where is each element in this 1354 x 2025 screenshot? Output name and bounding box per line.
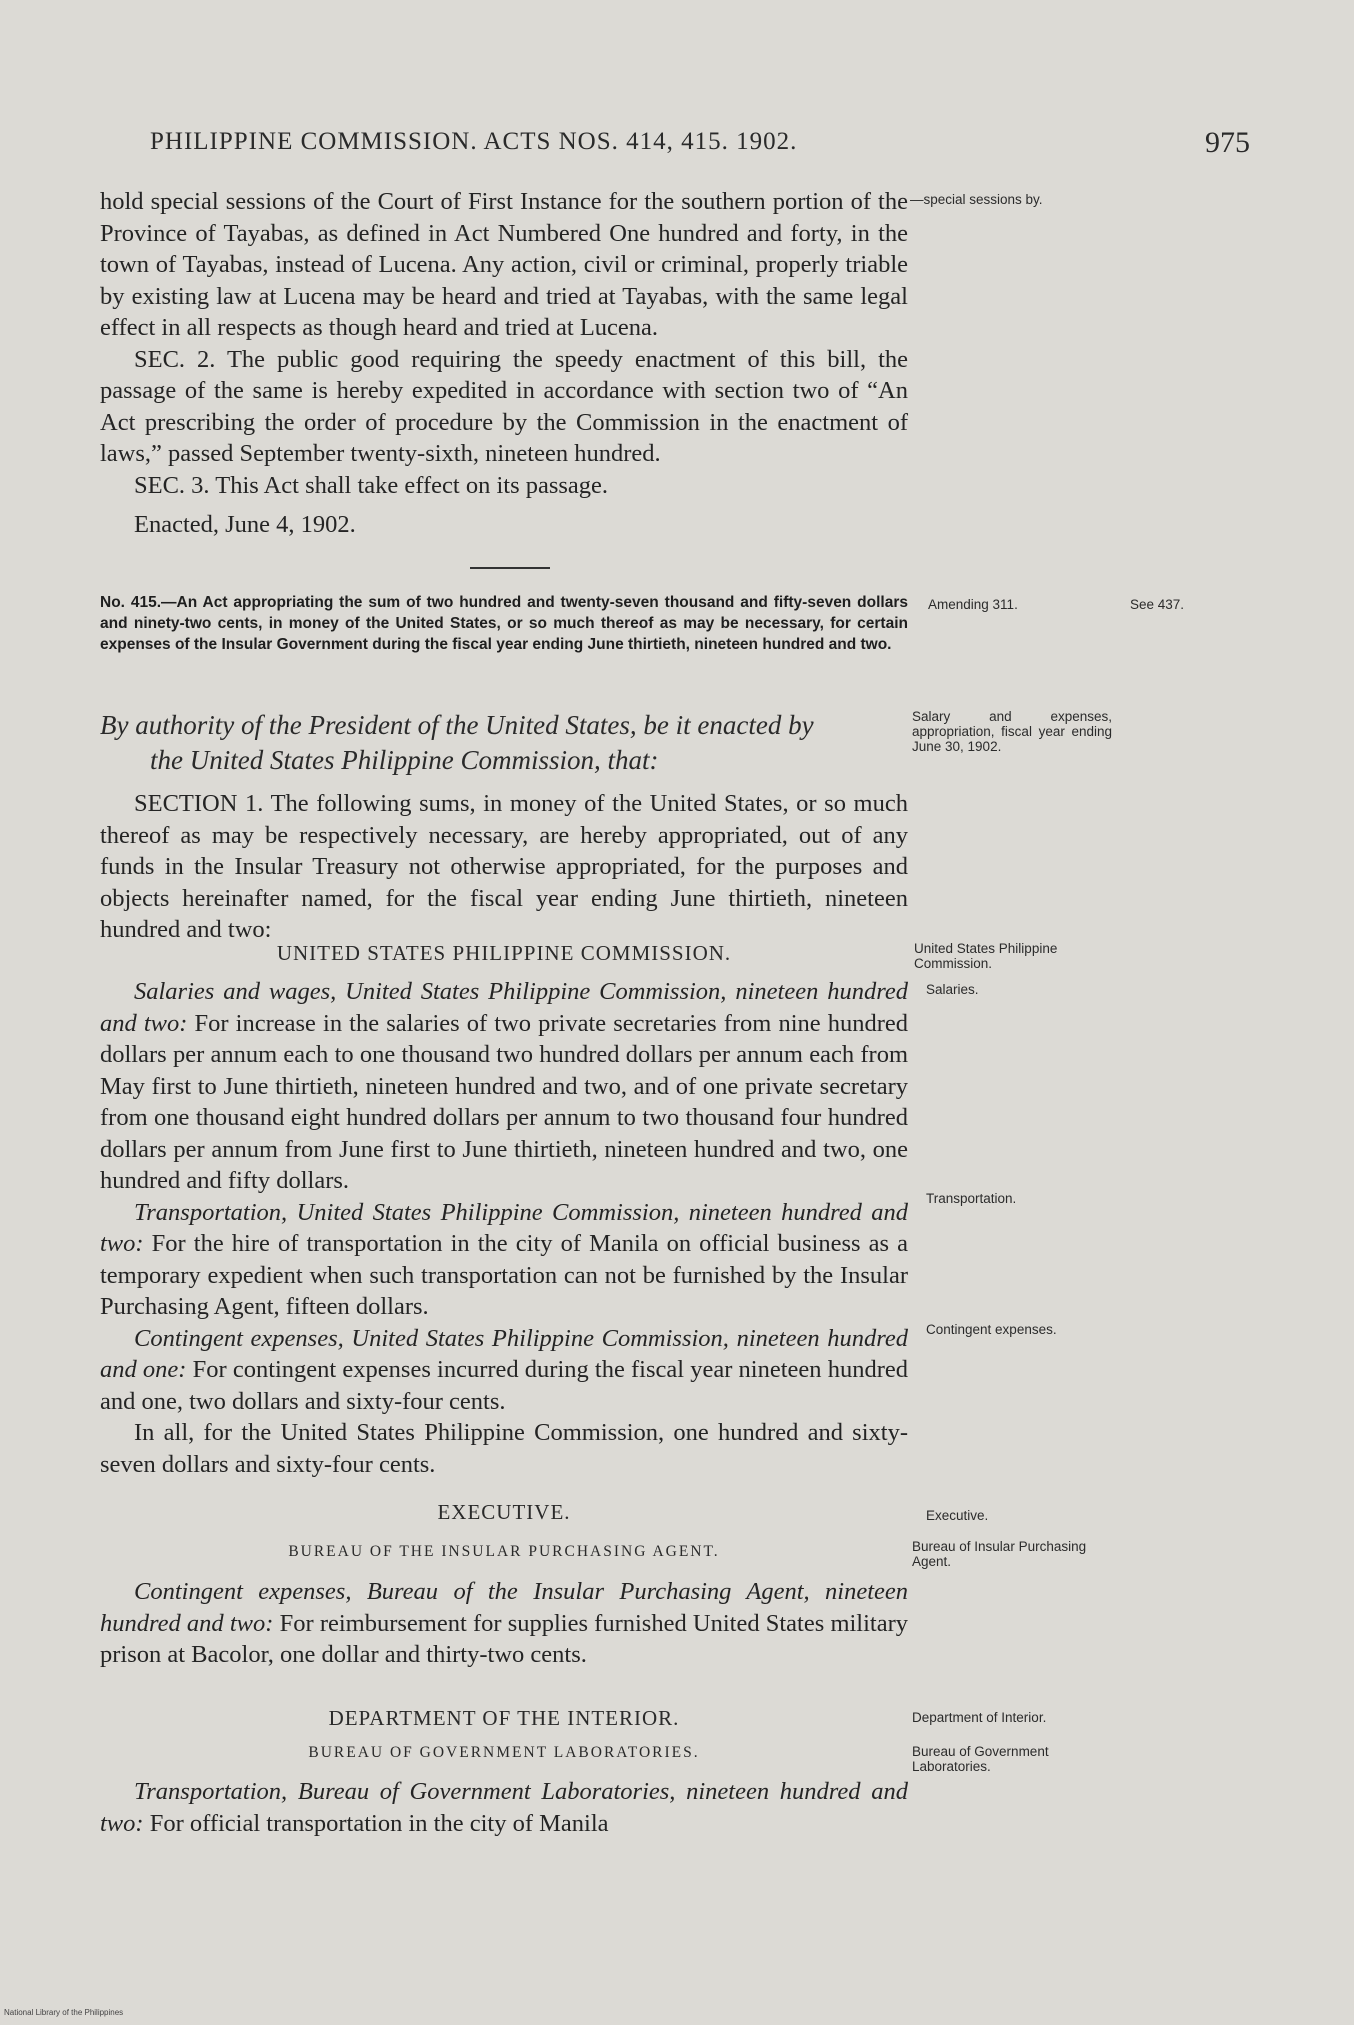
transportation-label: Transportation, United States Philippine Commission, nineteen hundred and two:	[100, 1198, 908, 1257]
salaries-text: For increase in the salaries of two private secretaries from nine hundred dollars per annum each to one thousand two hundred dollars per annum each from May first to June thirtieth, nineteen hundred and two, and of one private secretary from one thousand eight hundred dollars per annum to two thousand four hundred dollars per annum from June first to June thirtieth, nineteen hundred and two, one hundred and fifty dollars.	[100, 1009, 909, 1194]
executive-text: For reimbursement for supplies furnished United States military prison at Bacolor, one dollar and thirty-two cents.	[100, 1609, 909, 1668]
interior-text: For official transportation in the city of Manila	[149, 1809, 609, 1837]
contingent-label: Contingent expenses, United States Philippine Commission, nineteen hundred and one:	[100, 1324, 908, 1383]
act-415-title: No. 415.—An Act appropriating the sum of two hundred and twenty-seven thousand and fifty-seven dollars and ninety-two cents, in money of the United States, or so much thereof as may be necessary, for certain expenses of the Insular Government during the fiscal year ending June thirtieth, nineteen hundred and two.	[100, 594, 908, 653]
commission-section	[100, 976, 908, 1480]
salaries-paragraph	[100, 976, 908, 1197]
section-1-label: SECTION 1.	[134, 790, 264, 817]
margin-note-contingent: Contingent expenses.	[926, 1322, 1057, 1337]
margin-note-salary-expenses: Salary and expenses, appropriation, fiscal year ending June 30, 1902.	[912, 709, 1112, 754]
margin-note-special-sessions: —special sessions by.	[910, 192, 1043, 207]
section-1	[100, 788, 908, 946]
footer-credit: National Library of the Philippines	[4, 2008, 124, 2017]
interior-section	[100, 1776, 908, 1839]
executive-heading: EXECUTIVE.	[437, 1500, 571, 1524]
section-3	[100, 470, 908, 502]
interior-label: Transportation, Bureau of Government Laboratories, nineteen hundred and two:	[100, 1778, 908, 1837]
laboratories-heading: BUREAU OF GOVERNMENT LABORATORIES.	[308, 1744, 700, 1761]
transportation-paragraph	[100, 1197, 908, 1323]
enacting-line-1: By authority of the President of the United States, be it enacted by	[100, 710, 814, 740]
executive-section	[100, 1576, 908, 1671]
enacting-clause	[100, 708, 908, 778]
section-2	[100, 344, 908, 470]
margin-note-purchasing: Bureau of Insular Purchasing Agent.	[912, 1539, 1087, 1569]
page-header	[150, 128, 1250, 168]
contingent-text: For contingent expenses incurred during the fiscal year nineteen hundred and one, two dollars and sixty-four cents.	[100, 1356, 908, 1415]
margin-note-interior: Department of Interior.	[912, 1710, 1047, 1725]
margin-note-see: See 437.	[1130, 597, 1185, 612]
section-3-label: SEC. 3.	[134, 471, 210, 499]
margin-note-commission: United States Philippine Commission.	[914, 941, 1058, 971]
enacted-date: Enacted, June 4, 1902.	[134, 511, 356, 538]
section-3-text: This Act shall take effect on its passage.	[215, 471, 609, 499]
section-2-label: SEC. 2.	[134, 345, 216, 373]
commission-heading: UNITED STATES PHILIPPINE COMMISSION.	[276, 941, 732, 965]
salaries-label: Salaries and wages, United States Philippine Commission, nineteen hundred and two:	[100, 978, 908, 1037]
transportation-text: For the hire of transportation in the city of Manila on official business as a temporary expedient when such transportation can not be furnished by the Insular Purchasing Agent, fifteen dollars.	[100, 1230, 909, 1320]
section-2-text: The public good requiring the speedy enactment of this bill, the passage of the same is hereby expedited in accordance with section two of “An Act prescribing the order of procedure by the Commission in the enactment of laws,” passed September twenty-sixth, nineteen hundred.	[100, 345, 909, 467]
margin-note-salaries: Salaries.	[926, 982, 979, 997]
running-head: PHILIPPINE COMMISSION. ACTS NOS. 414, 415. 1902.	[150, 128, 798, 155]
section-divider	[470, 567, 550, 569]
section-1-text: The following sums, in money of the United States, or so much thereof as may be respectively necessary, are hereby appropriated, out of any funds in the Insular Treasury not otherwise appropriated, for the purposes and objects hereinafter named, for the fiscal year ending June thirtieth, nineteen hundred and two:	[100, 790, 908, 943]
enacting-line-2: the United States Philippine Commission, that:	[150, 745, 659, 775]
interior-heading: DEPARTMENT OF THE INTERIOR.	[328, 1706, 680, 1730]
executive-label: Contingent expenses, Bureau of the Insular Purchasing Agent, nineteen hundred and two:	[100, 1578, 908, 1637]
page-number: 975	[1205, 126, 1250, 159]
margin-note-laboratories: Bureau of Government Laboratories.	[912, 1744, 1049, 1774]
commission-total: In all, for the United States Philippine Commission, one hundred and sixty-seven dollars and sixty-four cents.	[100, 1419, 908, 1478]
purchasing-agent-heading: BUREAU OF THE INSULAR PURCHASING AGENT.	[288, 1543, 720, 1560]
margin-note-amending: Amending 311.	[928, 597, 1018, 612]
contingent-paragraph	[100, 1323, 908, 1418]
margin-note-executive: Executive.	[926, 1508, 989, 1523]
act-414-continuation	[100, 186, 908, 541]
margin-note-transportation: Transportation.	[926, 1191, 1017, 1206]
paragraph-special-sessions: hold special sessions of the Court of First Instance for the southern portion of the Province of Tayabas, as defined in Act Numbered One hundred and forty, in the town of Tayabas, instead of Lucena. Any action, civil or criminal, properly triable by existing law at Lucena may be heard and tried at Tayabas, with the same legal effect in all respects as though heard and tried at Lucena.	[100, 188, 908, 341]
